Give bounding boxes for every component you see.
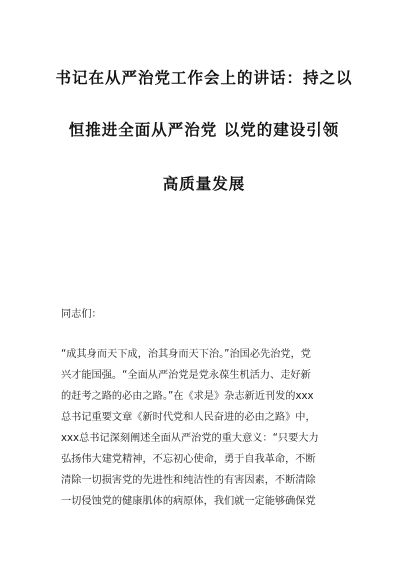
body-line: “成其身而天下成，治其身而天下治。”治国必先治党，党 — [61, 349, 311, 360]
body-line: 一切侵蚀党的健康肌体的病原体，我们就一定能够确保党 — [61, 496, 316, 507]
document-title-line-2: 恒推进全面从严治党 以党的建设引领 — [68, 120, 340, 139]
document-title-line-3: 高质量发展 — [162, 174, 246, 193]
body-line: xxx总书记深刻阐述全面从严治党的重大意义：“只要大力 — [61, 433, 319, 444]
body-line: 的赶考之路的必由之路。”在《求是》杂志新近刊发的xxx — [61, 391, 314, 402]
document-title-line-1: 书记在从严治党工作会上的讲话：持之以 — [55, 68, 353, 87]
body-line: 弘扬伟大建党精神，不忘初心使命，勇于自我革命，不断 — [61, 454, 316, 465]
body-line: 总书记重要文章《新时代党和人民奋进的必由之路》中， — [61, 412, 316, 423]
salutation: 同志们： — [61, 309, 102, 320]
body-line: 清除一切损害党的先进性和纯洁性的有害因素，不断清除 — [61, 475, 316, 486]
body-line: 兴才能国强。“全面从严治党是党永葆生机活力、走好新 — [61, 370, 311, 381]
